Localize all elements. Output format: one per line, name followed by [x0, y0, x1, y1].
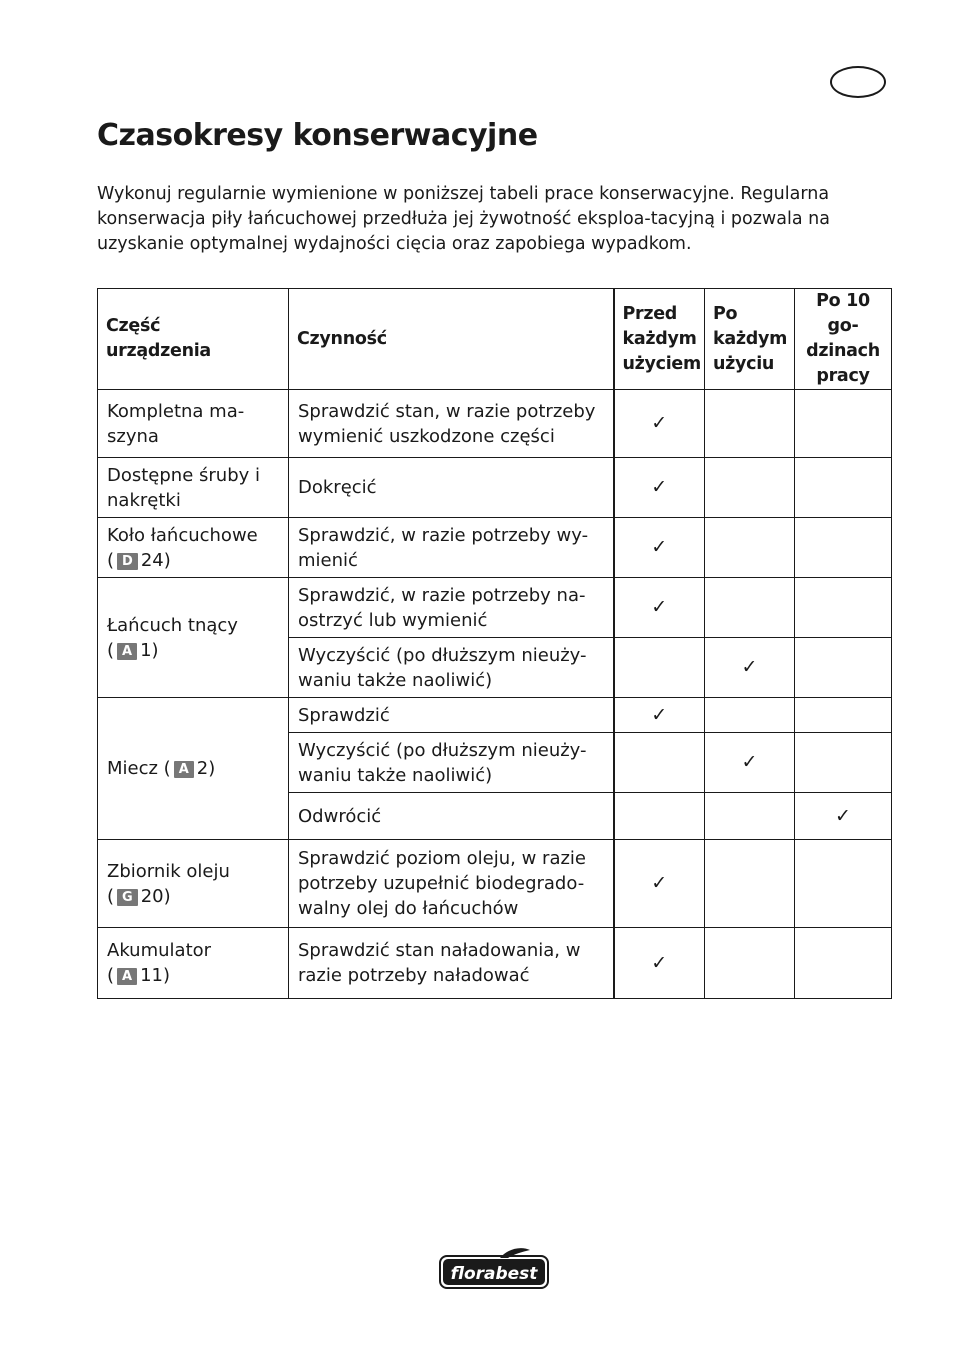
check-mark-icon: ✓ [614, 518, 705, 578]
intro-paragraph: Wykonuj regularnie wymienione w poniższej tabeli prace konserwacyjne. Regularna konserwacja piły łańcuchowej przedłuża jej żywotność eksploa-tacyjną i pozwala na uzyskanie optymalnej wydajności cięcia oraz zapobiega wypadkom. [97, 184, 830, 254]
action-cell: Wyczyścić (po dłuższym nieuży- waniu także naoliwić) [289, 638, 614, 698]
check-mark-icon: ✓ [614, 698, 705, 733]
part-cell: Miecz ( A 2) [98, 698, 289, 840]
action-cell: Sprawdzić stan, w razie potrzeby wymienić uszkodzone części [289, 390, 614, 458]
check-mark-icon: ✓ [614, 928, 705, 999]
empty-cell [795, 518, 892, 578]
check-mark-icon: ✓ [614, 840, 705, 928]
table-row [98, 578, 892, 638]
header-before-use: Przed każdym użyciem [614, 289, 705, 390]
figure-ref-badge: A [117, 643, 137, 660]
part-cell: Łańcuch tnący ( A 1) [98, 578, 289, 698]
empty-cell [795, 840, 892, 928]
empty-cell [614, 638, 705, 698]
part-cell: Kompletna ma- szyna [98, 390, 289, 458]
empty-cell [795, 390, 892, 458]
table-row [98, 458, 892, 518]
table-header-row [98, 289, 892, 390]
action-cell: Dokręcić [289, 458, 614, 518]
header-after-use: Po każdym użyciu [705, 289, 795, 390]
florabest-logo [438, 1246, 552, 1292]
page-title: Czasokresy konserwacyjne [97, 118, 538, 153]
empty-cell [614, 733, 705, 793]
empty-cell [705, 928, 795, 999]
action-cell: Sprawdzić stan naładowania, w razie potrzeby naładować [289, 928, 614, 999]
table-row [98, 518, 892, 578]
table-row [98, 840, 892, 928]
header-part: Część urządzenia [98, 289, 289, 390]
action-cell: Sprawdzić poziom oleju, w razie potrzeby uzupełnić biodegrado- walny olej do łańcuchów [289, 840, 614, 928]
check-mark-icon: ✓ [795, 793, 892, 840]
part-cell: Akumulator ( A 11) [98, 928, 289, 999]
part-cell: Koło łańcuchowe ( D 24) [98, 518, 289, 578]
action-cell: Sprawdzić [289, 698, 614, 733]
table-row [98, 698, 892, 733]
table-row [98, 390, 892, 458]
action-cell: Odwrócić [289, 793, 614, 840]
figure-ref-badge: G [117, 889, 138, 906]
figure-ref-badge: A [117, 968, 137, 985]
maintenance-table [97, 288, 892, 999]
check-mark-icon: ✓ [705, 638, 795, 698]
action-cell: Sprawdzić, w razie potrzeby na- ostrzyć lub wymienić [289, 578, 614, 638]
svg-text:florabest: florabest [450, 1264, 538, 1284]
action-cell: Wyczyścić (po dłuższym nieuży- waniu także naoliwić) [289, 733, 614, 793]
part-cell: Dostępne śruby i nakrętki [98, 458, 289, 518]
empty-cell [795, 578, 892, 638]
empty-cell [705, 793, 795, 840]
empty-cell [705, 578, 795, 638]
check-mark-icon: ✓ [614, 458, 705, 518]
header-action: Czynność [289, 289, 614, 390]
check-mark-icon: ✓ [614, 390, 705, 458]
empty-cell [705, 458, 795, 518]
figure-ref-badge: D [117, 553, 138, 570]
language-badge-oval [830, 66, 886, 98]
empty-cell [705, 390, 795, 458]
empty-cell [795, 638, 892, 698]
check-mark-icon: ✓ [614, 578, 705, 638]
action-cell: Sprawdzić, w razie potrzeby wy- mienić [289, 518, 614, 578]
check-mark-icon: ✓ [705, 733, 795, 793]
header-after-10-hours: Po 10 go- dzinach pracy [795, 289, 892, 390]
empty-cell [705, 840, 795, 928]
empty-cell [614, 793, 705, 840]
figure-ref-badge: A [174, 761, 194, 778]
part-cell: Zbiornik oleju ( G 20) [98, 840, 289, 928]
empty-cell [795, 698, 892, 733]
empty-cell [795, 458, 892, 518]
empty-cell [705, 518, 795, 578]
table-row [98, 928, 892, 999]
empty-cell [795, 928, 892, 999]
empty-cell [705, 698, 795, 733]
empty-cell [795, 733, 892, 793]
